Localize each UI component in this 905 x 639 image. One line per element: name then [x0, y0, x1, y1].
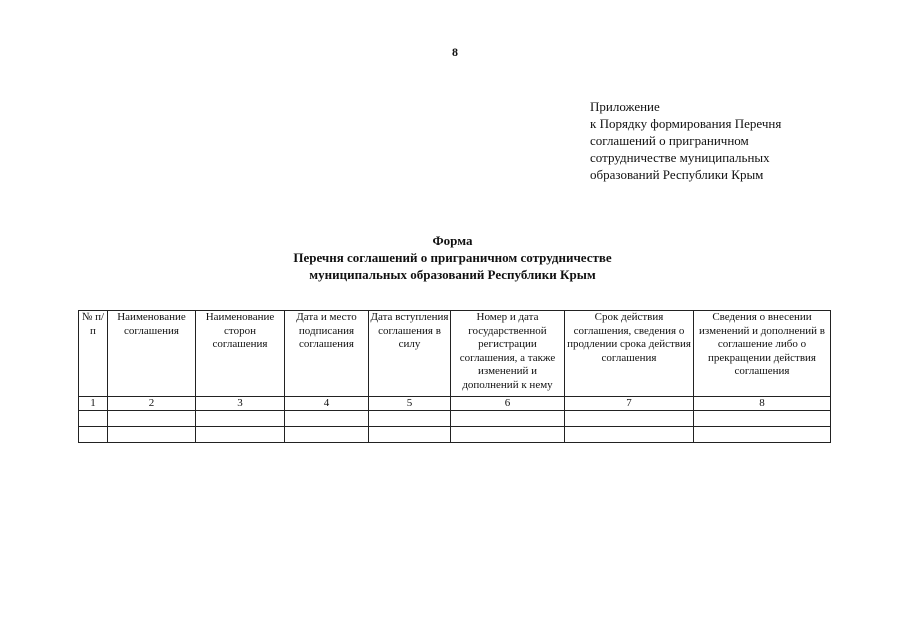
appendix-line: к Порядку формирования Перечня	[590, 116, 782, 131]
header-cell-entry-into-force: Дата вступления соглашения в силу	[369, 311, 451, 397]
table-cell	[108, 411, 196, 427]
column-number-cell: 4	[285, 397, 369, 411]
column-number-cell: 6	[451, 397, 565, 411]
table-cell	[565, 411, 694, 427]
header-cell-agreement-name: Наименование соглашения	[108, 311, 196, 397]
column-number-cell: 8	[694, 397, 831, 411]
column-number-cell: 5	[369, 397, 451, 411]
page-number: 8	[452, 45, 458, 59]
form-title-line: Перечня соглашений о приграничном сотрудничестве	[293, 250, 612, 265]
table-cell	[451, 427, 565, 443]
column-number-row	[79, 397, 831, 411]
column-number-cell: 3	[196, 397, 285, 411]
column-number-cell: 1	[79, 397, 108, 411]
header-cell-validity: Срок действия соглашения, сведения о продлении срока действия соглашения	[565, 311, 694, 397]
appendix-line: Приложение	[590, 99, 660, 114]
table-cell	[285, 411, 369, 427]
table-cell	[565, 427, 694, 443]
appendix-line: образований Республики Крым	[590, 167, 764, 182]
table-cell	[694, 411, 831, 427]
agreements-table	[78, 310, 831, 443]
form-title-line: Форма	[432, 233, 473, 248]
appendix-line: сотрудничестве муниципальных	[590, 150, 770, 165]
table-row	[79, 411, 831, 427]
table-cell	[79, 411, 108, 427]
form-title-line: муниципальных образований Республики Крым	[309, 267, 596, 282]
appendix-line: соглашений о приграничном	[590, 133, 749, 148]
table-row	[79, 427, 831, 443]
table-cell	[369, 411, 451, 427]
table-cell	[196, 427, 285, 443]
appendix-note	[590, 98, 850, 183]
table-cell	[451, 411, 565, 427]
table-cell	[694, 427, 831, 443]
column-number-cell: 2	[108, 397, 196, 411]
header-cell-number: № п/п	[79, 311, 108, 397]
header-cell-registration: Номер и дата государственной регистрации соглашения, а также изменений и дополнений к нему	[451, 311, 565, 397]
table-cell	[79, 427, 108, 443]
table-cell	[196, 411, 285, 427]
table-cell	[108, 427, 196, 443]
column-number-cell: 7	[565, 397, 694, 411]
header-cell-amendments: Сведения о внесении изменений и дополнений в соглашение либо о прекращении действия соглашения	[694, 311, 831, 397]
form-title	[180, 232, 725, 283]
table-cell	[369, 427, 451, 443]
header-cell-parties: Наименование сторон соглашения	[196, 311, 285, 397]
table-header-row	[79, 311, 831, 397]
table-cell	[285, 427, 369, 443]
header-cell-signing: Дата и место подписания соглашения	[285, 311, 369, 397]
